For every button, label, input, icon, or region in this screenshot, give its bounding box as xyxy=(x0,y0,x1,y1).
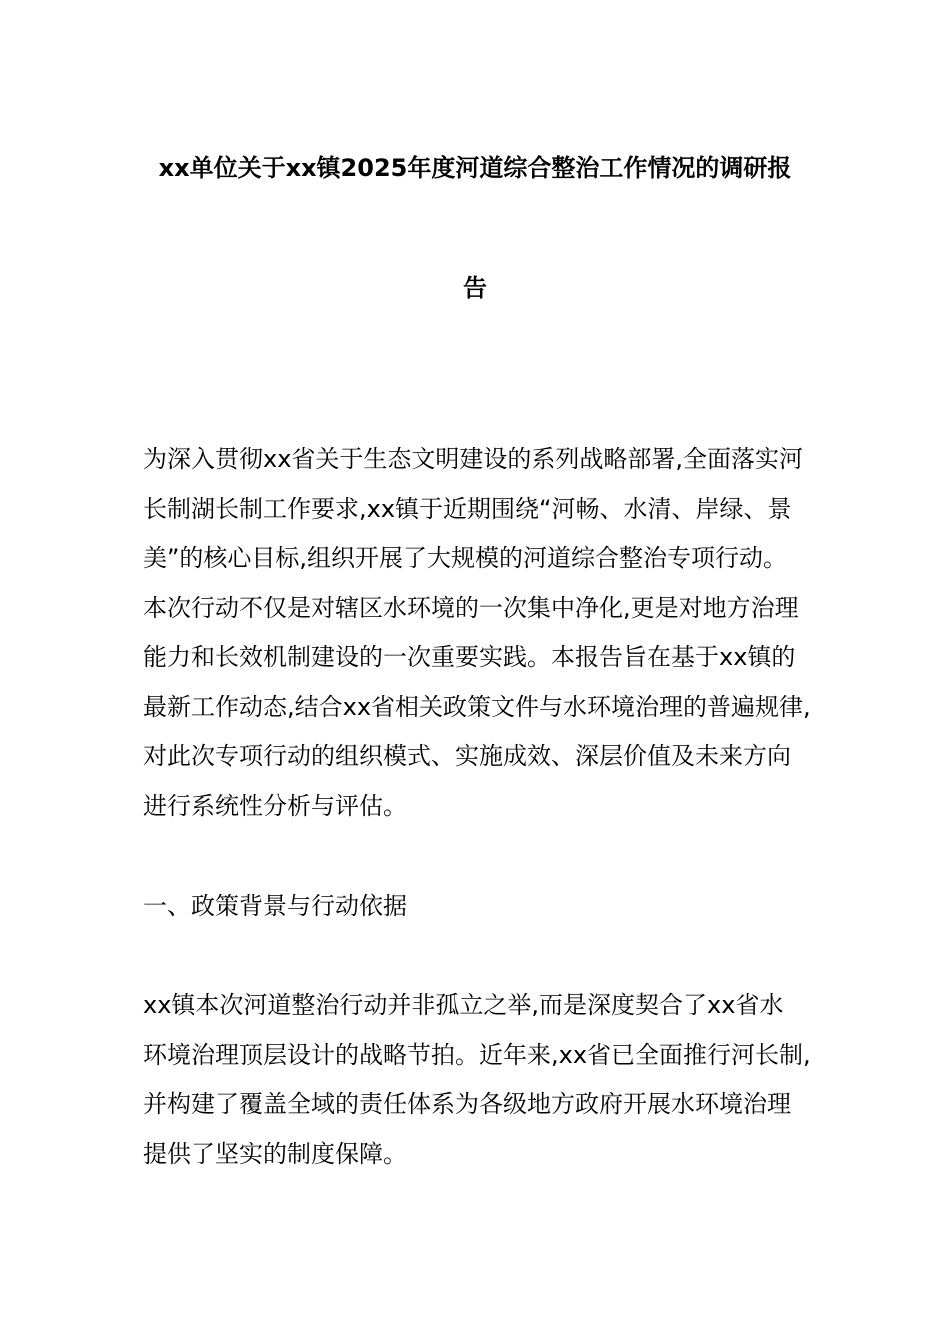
paragraph-line: 环境治理顶层设计的战略节拍。近年来,xx省已全面推行河长制, xyxy=(143,1040,811,1069)
paragraph-line: 对此次专项行动的组织模式、实施成效、深层价值及未来方向 xyxy=(143,742,791,770)
document-title-line-1: xx单位关于xx镇2025年度河道综合整治工作情况的调研报 xyxy=(158,154,792,182)
paragraph-line: 并构建了覆盖全域的责任体系为各级地方政府开展水环境治理 xyxy=(143,1090,791,1118)
paragraph-line: 最新工作动态,结合xx省相关政策文件与水环境治理的普遍规律, xyxy=(143,692,811,721)
paragraph-line: 进行系统性分析与评估。 xyxy=(143,791,407,820)
paragraph-line: 本次行动不仅是对辖区水环境的一次集中净化,更是对地方治理 xyxy=(143,593,799,622)
paragraph-line: 为深入贯彻xx省关于生态文明建设的系列战略部署,全面落实河 xyxy=(143,445,804,473)
document-title-line-2: 告 xyxy=(463,274,487,302)
section-heading-text: 一、政策背景与行动依据 xyxy=(143,892,407,920)
paragraph-line: 长制湖长制工作要求,xx镇于近期围绕“河畅、水清、岸绿、景 xyxy=(143,494,792,523)
intro-paragraph xyxy=(143,435,813,831)
paragraph-line: xx镇本次河道整治行动并非孤立之举,而是深度契合了xx省水 xyxy=(143,991,784,1019)
paragraph-line: 提供了坚实的制度保障。 xyxy=(143,1139,407,1168)
section-heading xyxy=(143,882,813,932)
paragraph-line: 能力和长效机制建设的一次重要实践。本报告旨在基于xx镇的 xyxy=(143,643,796,671)
body-paragraph xyxy=(143,981,813,1179)
paragraph-line: 美”的核心目标,组织开展了大规模的河道综合整治专项行动。 xyxy=(143,544,788,572)
